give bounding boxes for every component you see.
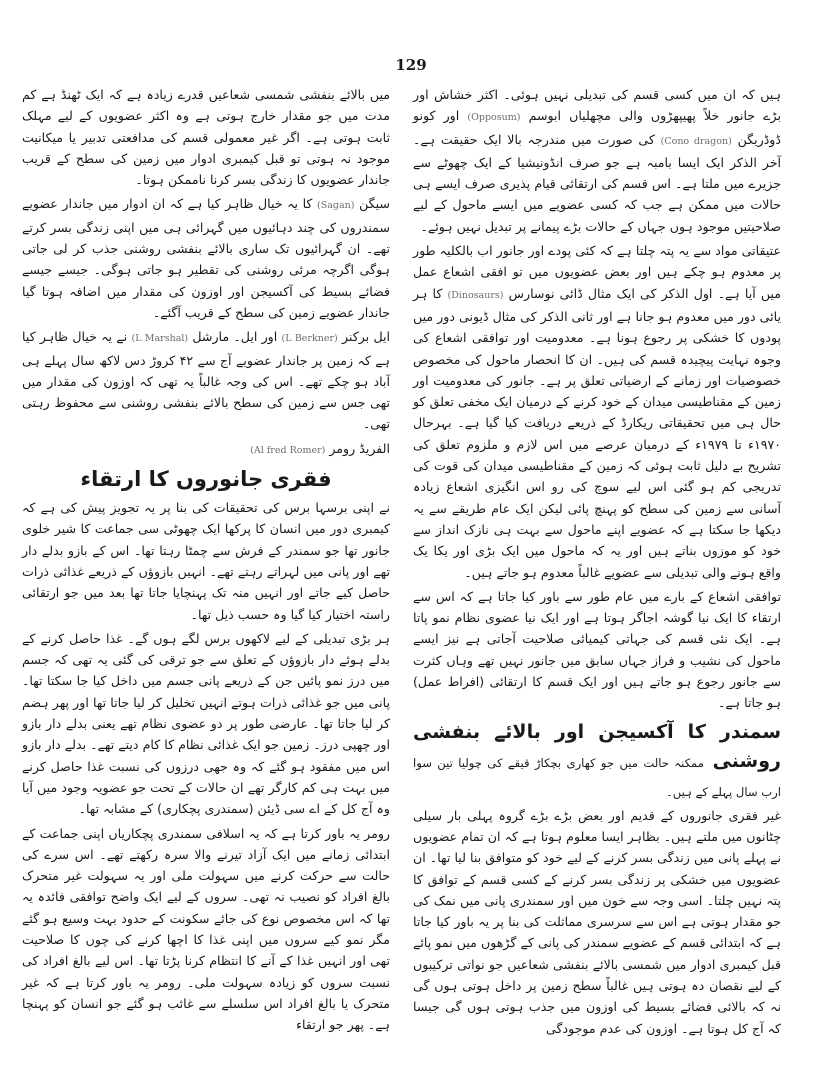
latin-term: (Sagan)	[317, 200, 355, 212]
latin-term: (Al fred Romer)	[250, 444, 326, 456]
paragraph: غیر فقری جانوروں کے قدیم اور بعض بڑے بڑے گروہ پہلی بار سیلی چٹانوں میں ملتے ہیں۔ بظاہر ایسا معلوم ہوتا ہے کہ ان تمام عضویوں نے پہلے پانی میں زندگی بسر کرنے کے لیے خود کو متوافق بنا لیا تھا۔ ان عضویوں میں خشکی پر زندگی بسر کرنے کے کسی قسم کے توافق کا پتہ نہیں چلتا۔ اسی وجہ سے خون میں اور سمندری پانی میں نمک کی جو مقدار ہوتی ہے اس سے سرسری مماثلت کی بنا پر یہ باور کیا جاتا ہے کہ ابتدائی قسم کے عضویے سمندر کی پانی کے گڑھوں میں نمو پائے قبل کیمبری ادوار میں شمسی بالائے بنفشی شعاعیں جو نواتی ترکیبوں کے لیے نقصان دہ ہوتی ہیں غالباً سطح زمین پر داخل ہوتی ہوں گی نہ کہ بالائی فضائے بسیط کی اوزون میں جذب ہوتی ہوں گی جیسا کہ آج کل ہوتا ہے۔ اوزون کی عدم موجودگی	[413, 807, 781, 1036]
paragraph: ایل برکنر (L Berkner) اور ایل۔ مارشل (L Marshal) نے یہ خیال ظاہر کیا ہے کہ زمین پر جاندار عضویے آج سے ۴۲ کروڑ دس لاکھ سال پہلے ہی آباد ہو چکے تھے۔ اس کی وجہ غالباً یہ تھی کہ اوزون کی مقدار میں تھی جس سے زمین کی سطح بالائے بنفشی روشنی سے محفوظ رہتی تھی۔	[22, 329, 391, 432]
paragraph: ہر بڑی تبدیلی کے لیے لاکھوں برس لگے ہوں گے۔ غذا حاصل کرنے کے بدلے ہوئے دار بازوؤں کے تعلق سے جو ترقی کی گئی یہ تھی کہ جسم میں درز نمو پائیں جن کے ذریعے پانی جسم میں داخل کیا جا سکتا تھا۔ پانی میں جو غذائی ذرات ہوتے انہیں تخلیل کر لیا جاتا تھا اور پھر ہضم کر لیا جاتا تھا۔ عارضی طور پر دو عضوی نظام تھے یعنی بدلے دار بازو اور چھپی درز۔ زمین جو ایک غذائی نظام کا کام دیتے تھے۔ بدلے دار بازو اس میں مفقود ہو گئے کہ وہ جھی درزوں کی نسبت غذا حاصل کرنے میں بہت ہی کم کارگر تھے ان حالات کے تحت جو عضویہ وجود میں آیا وہ آج کل کے اے سی ڈیئن (سمندری پچکاری) کے مشابہ تھا۔	[22, 630, 390, 817]
section-heading	[413, 717, 781, 803]
left-column	[22, 84, 390, 1038]
paragraph: توافقی اشعاع کے بارے میں عام طور سے باور کیا جاتا ہے کہ اس سے ارتقاء کا ایک نیا گوشہ اجاگر ہوتا ہے اور ایک نیا عضوی نظام نمو پاتا ہے۔ ایک نئی قسم کی جہاتی کیمیائی صلاحیت آجاتی ہے نیز ایسے ماحول کی نشیب و فراز جہاں سابق میں جانور نہیں تھے وہاں کثرت سے جانور رجوع ہو جاتے ہیں اور ایک قسم کا ارتقائی (افراط عمل) ہو جاتا ہے۔	[413, 588, 781, 711]
latin-term: (Opposum)	[467, 112, 521, 124]
paragraph: نے اپنی برسہا برس کی تحقیقات کی بنا پر یہ تجویز پیش کی ہے کہ کیمبری دور میں انسان کا پرکھا ایک چھوٹی سی جماعت کا شیر خلوی جانور تھا جو سمندر کے فرش سے چمٹا رہتا تھا۔ اس کے بازو بدلے دار تھے اور پانی میں لہراتے رہتے تھے۔ انہیں بازوؤں کے ذریعے غذائی ذرات حاصل کیے جاتے اور انہیں منہ تک پہنچایا جاتا تھا بعد میں جو ارتقائی راستہ اختیار کیا گیا وہ حسب ذیل تھا۔	[22, 500, 390, 622]
latin-term: (L Marshal)	[131, 333, 189, 345]
heading-note: ممکنہ حالت میں جو کھاری بچکاڑ قیقے کی چولیا تین سوا ارب سال پہلے کے ہیں۔	[413, 755, 781, 799]
paragraph: میں بالائے بنفشی شمسی شعاعیں قدرے زیادہ ہے کہ ایک ٹھنڈ ہے کم مدت میں جو مقدار خارج ہوتی ہے وہ اکثر عضویوں کے لیے مہلک ثابت ہوتی ہے۔ اگر غیر معمولی قسم کی مدافعتی تدبیر یا میکانیت موجود نہ ہوتی تو قبل کیمبری ادوار میں زمین کی سطح کے قریب جاندار عضویوں کا زندگی بسر کرنا ناممکن ہوتا۔	[22, 87, 390, 188]
latin-term: (Dinosaurs)	[447, 289, 504, 301]
latin-term: (Cono dragon)	[660, 135, 732, 147]
page-number: 129	[395, 56, 427, 74]
paragraph: رومر یہ باور کرتا ہے کہ یہ اسلافی سمندری پچکاریاں اپنی جماعت کے ابتدائی زمانے میں ایک آزاد تیرنے والا سرہ رکھتے تھے۔ اس سرے کی حالت سے حرکت کرنے میں سہولت ملی اور یہ سہولت غیر متحرک بالغ افراد کو نصیب نہ تھی۔ سروں کے لیے ایک واضح توافقی فائدہ یہ تھا کہ اس مخصوص نوع کی جائے سکونت کے حدود بہت وسیع ہو گئے مگر نمو کیے سروں میں اپنی غذا کا اچھا کرنے کی چوں کا صلاحیت تھی اور انہیں غذا کے آنے کا انتظام کرنا پڑتا تھا۔ اس لیے بالغ افراد کی نسبت سروں کو زیادہ سہولت ملی۔ رومر یہ باور کرتا ہے کہ غیر متحرک یا بالغ افراد اس سلسلے سے غائب ہو گئے جو انسان کو پہنچا ہے۔ پھر جو ارتقاء	[22, 825, 390, 1033]
right-column	[413, 84, 781, 1042]
paragraph: سیگن (Sagan) کا یہ خیال ظاہر کیا ہے کہ ان ادوار میں جاندار عضویے سمندروں کی چند دہائیوں میں گہرائی ہی میں اپنی زندگی بسر کرتے تھے۔ ان گہرائیوں تک ساری بالائے بنفشی روشنی جذب کر لی جاتی ہوگی اگرچہ مرئی روشنی کی تقطیر ہو جاتی ہوگی۔ جیسے جیسے فضائے بسیط کی آکسیجن اور اوزون کی مقدار میں اضافہ ہوتا گیا جاندار عضویے زمین کی سطح کے قریب آگئے۔	[22, 196, 390, 320]
paragraph: عتیقاتی مواد سے یہ پتہ چلتا ہے کہ کئی پودے اور جانور اب بالکلیہ طور پر معدوم ہو چکے ہیں اور بعض عضویوں میں تو افقی اشعاع عمل میں آیا ہے۔ اول الذکر کی ایک مثال ڈائی نوسارس (Dinosaurs) کا ہر یائی دور میں معدوم ہو جانا ہے اور ثانی الذکر کی مثال ڈیونی دور میں پودوں کا خشکی پر رجوع ہونا ہے۔ معدومیت اور توافقی اشعاع کی وجوہ نہایت پیچیدہ قسم کی ہیں۔ ان کا انحصار ماحول کی مخصوص خصوصیات اور زمانے کے ارضیاتی تعلق پر ہے۔ جانور کی معدومیت اور زمین کے مقناطیسی میدان کے خود کرنے کے درمیان ایک مخفی تعلق کو حال ہی میں تحقیقاتی ریکارڈ کے ذریعے دریافت کیا گیا ہے۔ بہرحال ۱۹۷۰ء تا ۱۹۷۹ء کے درمیان عرصے میں اس لازم و ملزوم تعلق کی تشریح بے دلیل ثابت ہوئی کہ زمین کے مقناطیسی میدان کی قوت کی تدریجی کم ہو گئی اس لیے سوچ کی رو اس انگیزی اشعاع زیادہ آسانی سے زمین کی سطح کو پہنچ پائی لیکن ایک عام طریقے سے یہ دیکھا جا سکتا ہے کہ عضویے اپنے ماحول سے بہت ہی نازک انداز سے خود کو موزوں بناتے ہیں اور یہ کہ ماحول میں ایک بڑی اور یکا یک واقع ہونے والی تبدیلی سے عضویے غالباً معدوم ہو جاتے ہیں۔	[413, 243, 781, 580]
paragraph: ہیں کہ ان میں کسی قسم کی تبدیلی نہیں ہوئی۔ اکثر خشاش اور بڑے جانور خلاً پھیپھڑوں والی مچھلیاں ابوسم (Opposum) اور کونو ڈوڈریگن (Cono dragon) کی صورت میں مندرجہ بالا ایک حقیقت ہے۔ آخر الذکر ایک ایسا بامبہ ہے جو صرف انڈونیشیا کے ایک چھوٹے سے جزیرے میں ملتا ہے۔ اس قسم کی ارتقائی قیام پذیری صرف ایسے ہی حالات میں ممکن ہے جب کہ کسی عضویے میں ایسے ماحول کے لیے صلاحیتیں موجود ہوں جہاں کے حالات بڑے پیمانے پر تبدیل نہیں ہوئے۔	[413, 87, 781, 234]
latin-term: (L Berkner)	[281, 333, 338, 345]
heading-note: الفریڈ رومر (Al fred Romer)	[250, 440, 390, 456]
section-heading	[22, 465, 390, 493]
heading-title: فقری جانوروں کا ارتقاء	[80, 467, 332, 492]
heading-title: سمندر کا آکسیجن اور بالائے بنفشی روشنی	[413, 720, 781, 772]
